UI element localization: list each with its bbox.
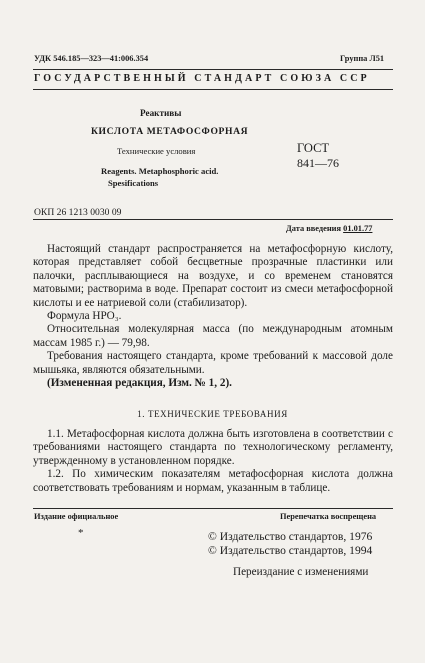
- requirements-paragraph: Требования настоящего стандарта, кроме требований к массовой доле мышьяка, являются обязательными.: [33, 350, 393, 376]
- spec-ru: Технические условия: [117, 146, 196, 156]
- footer-rule: [33, 508, 393, 509]
- formula-paragraph: Формула HPO₃.: [47, 310, 122, 323]
- category-label: Реактивы: [140, 108, 182, 118]
- product-title: КИСЛОТА МЕТАФОСФОРНАЯ: [91, 126, 249, 137]
- org-rule: [33, 89, 393, 90]
- title-en-2: Spesifications: [108, 178, 159, 188]
- okp-code: ОКП 26 1213 0030 09: [34, 207, 122, 218]
- reprint-notice: Перепечатка воспрещена: [280, 512, 377, 521]
- org-title: ГОСУДАРСТВЕННЫЙ СТАНДАРТ СОЮЗА ССР: [34, 73, 370, 84]
- intro-date-label: Дата введения: [286, 224, 342, 233]
- gost-number: 841—76: [297, 156, 339, 170]
- official-edition: Издание официальное: [34, 512, 119, 521]
- top-rule: [33, 69, 393, 70]
- copyright-1994: © Издательство стандартов, 1994: [208, 544, 373, 557]
- intro-date-value: 01.01.77: [343, 224, 373, 233]
- clause-1-2: 1.2. По химическим показателям метафосфорная кислота должна соответствовать требованиям и нормам, указанным в таблице.: [33, 468, 393, 494]
- udk-code: УДК 546.185—323—41:006.354: [34, 54, 149, 63]
- star-mark: *: [78, 527, 84, 539]
- revision-note: (Измененная редакция, Изм. № 1, 2).: [47, 377, 232, 390]
- intro-date: [286, 224, 372, 233]
- copyright-1976: © Издательство стандартов, 1976: [208, 530, 373, 543]
- clause-1-1: 1.1. Метафосфорная кислота должна быть изготовлена в соответствии с требованиями настоящего стандарта по технологическому регламенту, утвержденному в установленном порядке.: [33, 428, 393, 467]
- gost-label: ГОСТ: [297, 141, 330, 155]
- reissue-note: Переиздание с изменениями: [233, 566, 369, 578]
- intro-paragraph: Настоящий стандарт распространяется на метафосфорную кислоту, которая представляет собой бесцветные прозрачные пластинки или палочки, расплывающиеся на воздухе, и со временем становятся матовыми; растворима в воде. Препарат состоит из смеси метафосфорной кислоты и ее натриевой соли (стабилизатор).: [33, 243, 393, 309]
- title-en-1: Reagents. Metaphosphoric acid.: [101, 166, 219, 176]
- group-code: Группа Л51: [340, 54, 385, 63]
- section-title: 1. ТЕХНИЧЕСКИЕ ТРЕБОВАНИЯ: [137, 409, 288, 419]
- okp-rule: [33, 219, 393, 220]
- molar-mass-paragraph: Относительная молекулярная масса (по международным атомным массам 1985 г.) — 79,98.: [33, 323, 393, 349]
- section-body: [33, 428, 393, 495]
- body-text: [33, 243, 393, 390]
